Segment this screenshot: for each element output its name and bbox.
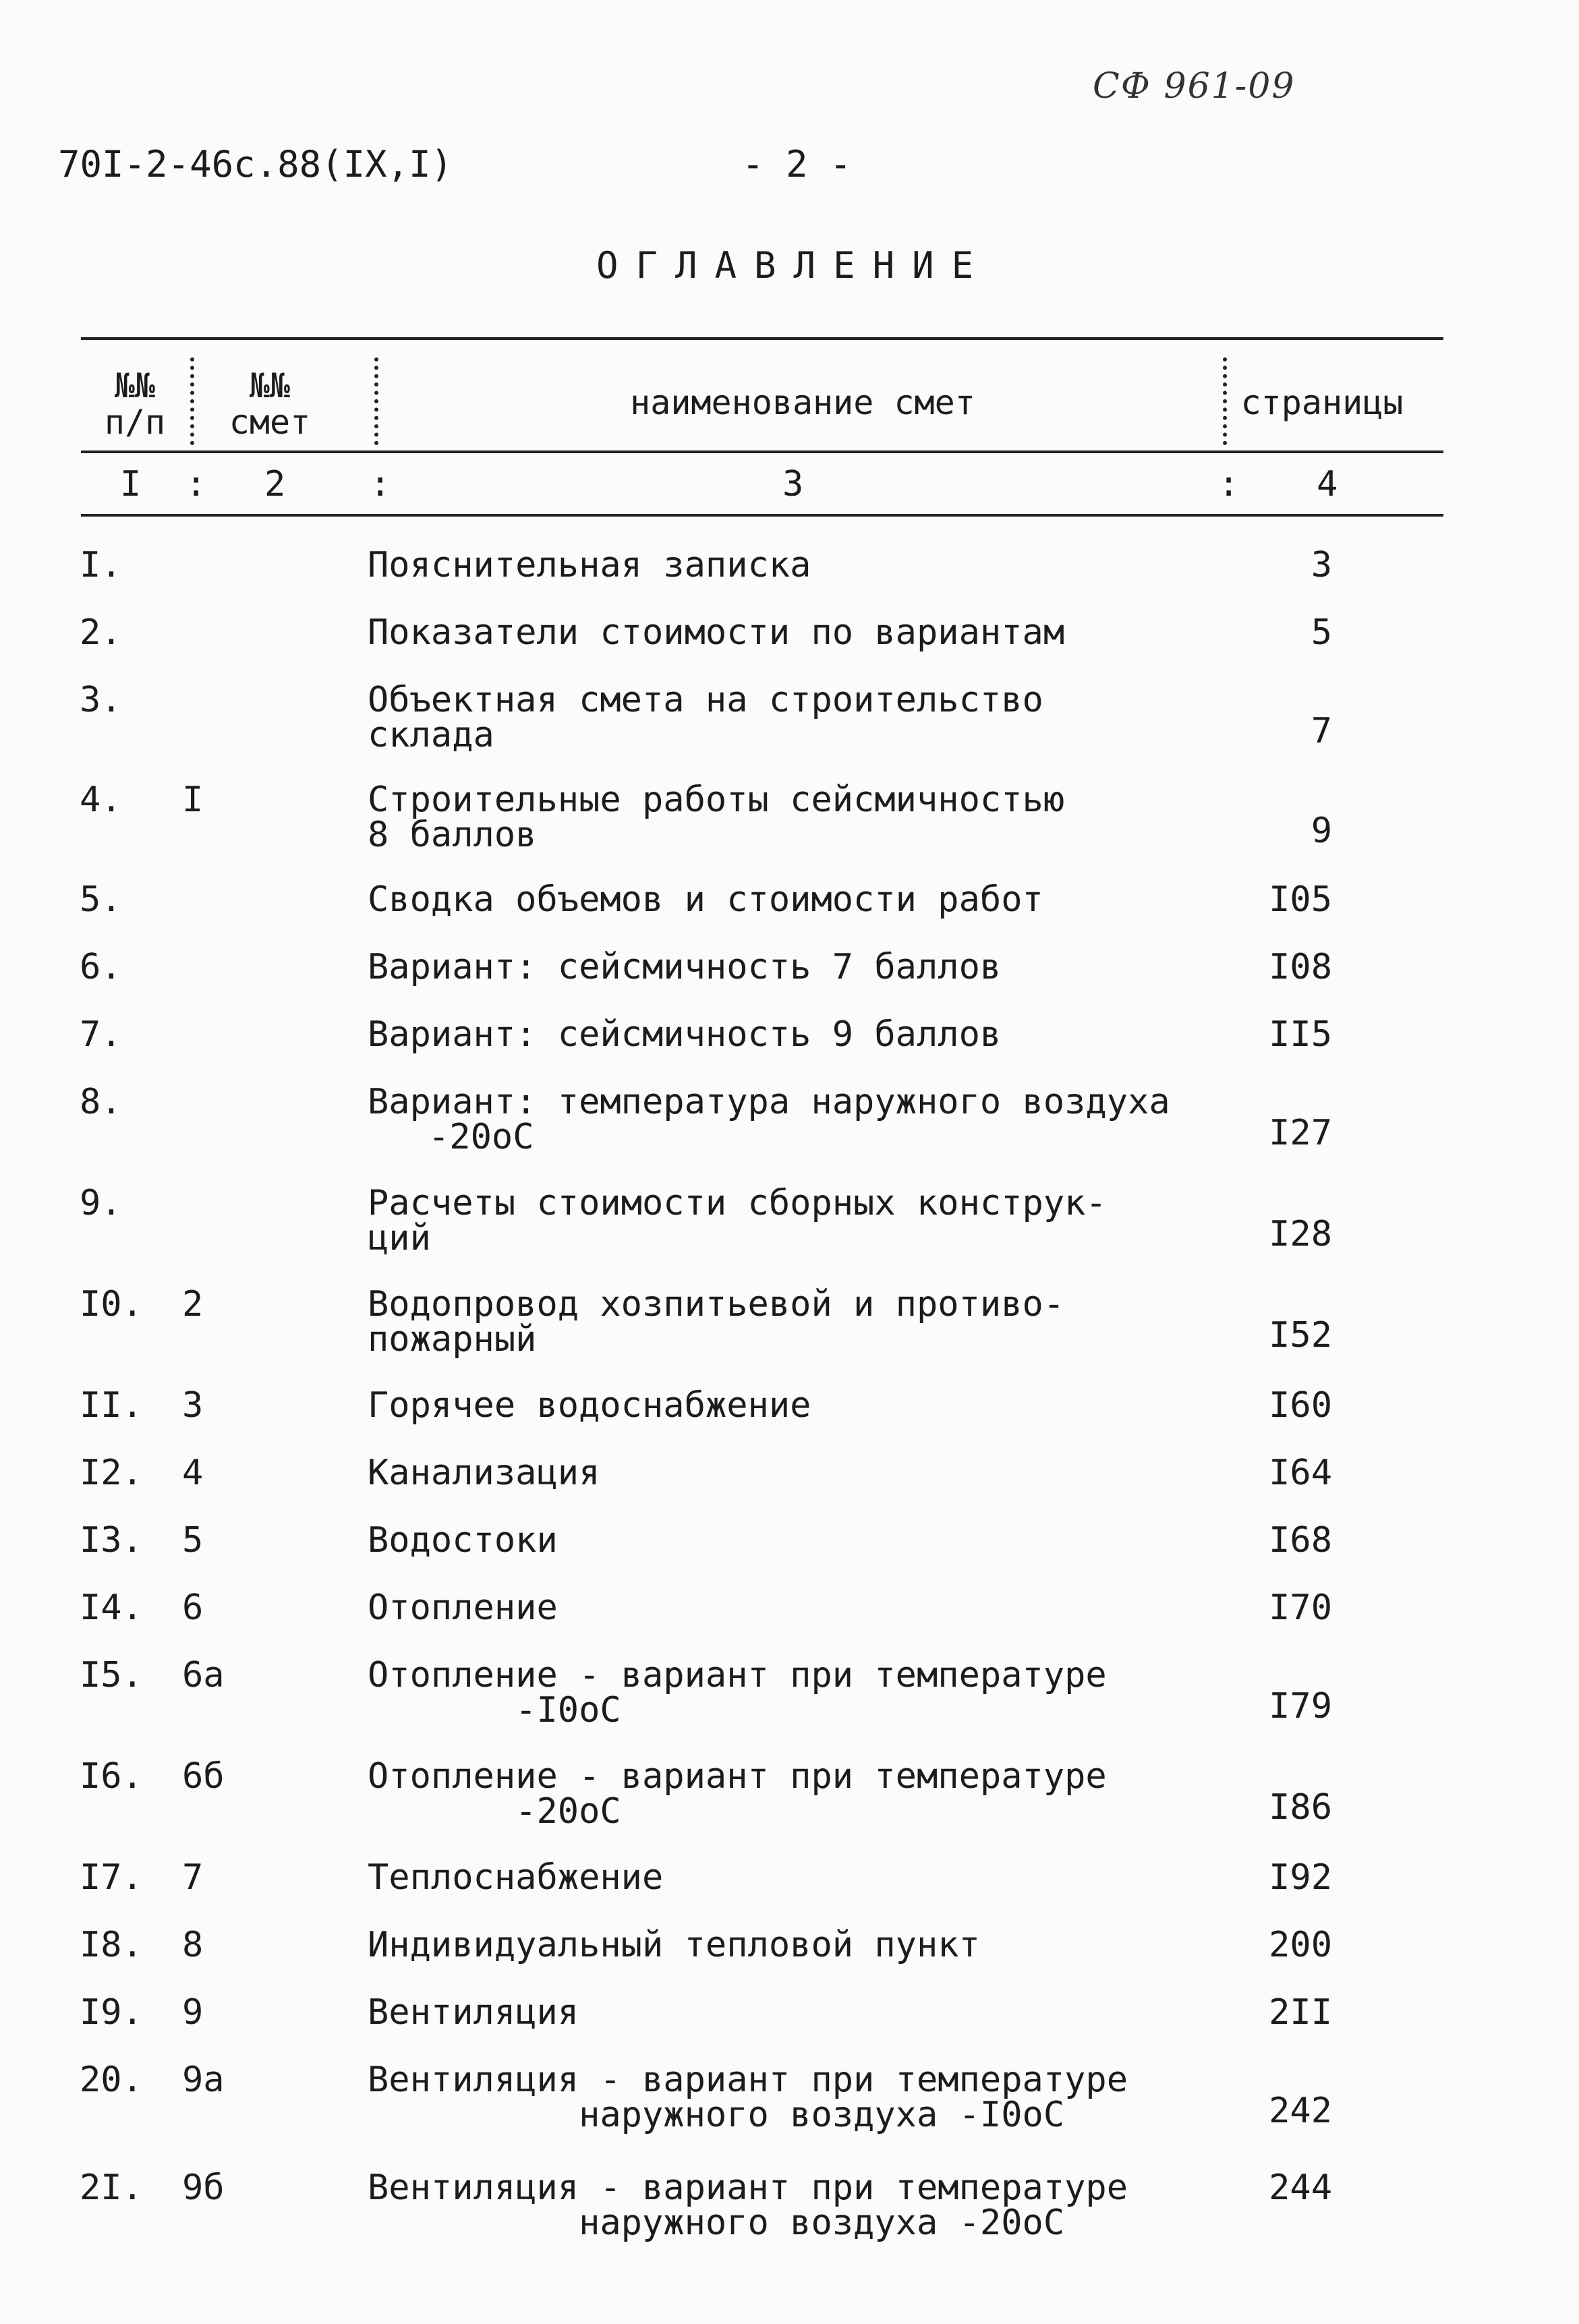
row-name — [368, 1284, 1065, 1360]
header-col1-bottom: п/п — [104, 403, 166, 442]
row-name-line1: Вентиляция — [368, 1992, 579, 2033]
page-number: - 2 - — [742, 143, 852, 185]
row-name-line2: наружного воздуха -I0оС — [368, 2095, 1065, 2135]
row-name — [368, 1927, 980, 1963]
row-smeta: 9б — [182, 2168, 225, 2208]
handwritten-code: СФ 961-09 — [1093, 66, 1296, 107]
row-page: 200 — [1269, 1925, 1332, 1965]
row-name — [368, 545, 811, 585]
row-name-line1: Водопровод хозпитьевой и противо- — [368, 1284, 1065, 1325]
row-smeta: 6 — [182, 1588, 204, 1628]
row-name-line1: Водостоки — [368, 1520, 558, 1561]
row-smeta: 9 — [182, 1992, 204, 2033]
row-name-line1: Объектная смета на строительство — [368, 680, 1043, 720]
row-page: II5 — [1269, 1014, 1332, 1055]
row-number: I7. — [80, 1857, 143, 1898]
column-divider-1 — [190, 357, 194, 445]
row-name — [368, 1655, 1107, 1731]
row-name — [368, 1084, 1170, 1155]
row-name-line1: Вентиляция - вариант при температуре — [368, 2060, 1128, 2100]
row-name-line1: Отопление - вариант при температуре — [368, 1756, 1107, 1797]
row-page: 242 — [1269, 2091, 1332, 2131]
row-number: II. — [80, 1385, 143, 1426]
row-name-line2: ций — [368, 1218, 431, 1258]
row-name-line1: Отопление — [368, 1588, 558, 1628]
row-number: I. — [80, 545, 122, 585]
row-page: I79 — [1269, 1686, 1332, 1726]
row-name — [368, 1992, 579, 2033]
row-number: 3. — [80, 680, 122, 720]
header-col4: страницы — [1240, 383, 1404, 422]
row-name — [368, 1857, 664, 1898]
row-page: 7 — [1311, 711, 1332, 751]
row-page: I92 — [1269, 1857, 1332, 1898]
row-smeta: 3 — [182, 1385, 204, 1426]
row-number: 9. — [80, 1183, 122, 1223]
row-name-line1: Показатели стоимости по вариантам — [368, 612, 1065, 653]
row-name — [368, 947, 1002, 987]
row-name-line2: -I0оС — [368, 1690, 621, 1731]
header-col1 — [94, 368, 175, 440]
row-smeta: 8 — [182, 1925, 204, 1965]
row-number: I9. — [80, 1992, 143, 2033]
table-colnum-rule — [81, 514, 1443, 517]
row-page: I60 — [1269, 1385, 1332, 1426]
header-col2 — [209, 368, 331, 440]
row-name-line2: -20оС — [428, 1117, 534, 1157]
row-page: I68 — [1269, 1520, 1332, 1561]
column-number-1: I — [120, 464, 142, 504]
row-name-line2: -20оС — [368, 1791, 621, 1832]
row-name — [368, 2060, 1128, 2135]
row-name-line1: Пояснительная записка — [368, 545, 811, 585]
row-name-line1: Индивидуальный тепловой пункт — [368, 1925, 980, 1965]
row-smeta: I — [182, 780, 204, 820]
row-name-line1: Вариант: сейсмичность 7 баллов — [368, 947, 1002, 987]
column-number-2: 2 — [264, 464, 286, 504]
row-smeta: 5 — [182, 1520, 204, 1561]
row-number: 6. — [80, 947, 122, 987]
row-name-line1: Горячее водоснабжение — [368, 1385, 811, 1426]
row-name-line1: Сводка объемов и стоимости работ — [368, 879, 1043, 920]
row-name — [368, 682, 1043, 753]
row-name — [368, 879, 1043, 920]
row-number: I3. — [80, 1520, 143, 1561]
header-col2-top: №№ — [249, 366, 291, 405]
column-number-3: 3 — [782, 464, 804, 504]
row-number: I5. — [80, 1655, 143, 1695]
row-name — [368, 1453, 600, 1493]
table-top-rule — [81, 337, 1443, 340]
row-page: 9 — [1311, 811, 1332, 851]
row-page: 5 — [1311, 612, 1332, 653]
row-page: I27 — [1269, 1113, 1332, 1153]
page-title: ОГЛАВЛЕНИЕ — [596, 244, 992, 287]
row-number: I6. — [80, 1756, 143, 1797]
row-name-line2: склада — [368, 715, 494, 755]
colon-1: : — [185, 464, 207, 504]
row-name — [368, 780, 1065, 855]
row-smeta: 6а — [182, 1655, 225, 1695]
row-name — [368, 1385, 811, 1426]
row-name-line1: Отопление - вариант при температуре — [368, 1655, 1107, 1695]
row-name — [368, 2168, 1128, 2243]
row-name — [368, 1520, 558, 1561]
row-number: 7. — [80, 1014, 122, 1055]
document-number: 70I-2-46с.88(IX,I) — [58, 143, 453, 185]
row-number: 2I. — [80, 2168, 143, 2208]
row-smeta: 9а — [182, 2060, 225, 2100]
table-header-rule — [81, 451, 1443, 453]
colon-2: : — [370, 464, 391, 504]
row-smeta: 4 — [182, 1453, 204, 1493]
row-page: I52 — [1269, 1315, 1332, 1356]
row-page: 2II — [1269, 1992, 1332, 2033]
row-name-line1: Расчеты стоимости сборных конструк- — [368, 1183, 1107, 1223]
row-smeta: 6б — [182, 1756, 225, 1797]
row-name — [368, 612, 1065, 653]
colon-3: : — [1218, 464, 1240, 504]
row-name — [368, 1183, 1107, 1258]
row-name-line2: наружного воздуха -20оС — [368, 2203, 1065, 2243]
row-name-line1: Строительные работы сейсмичностью — [368, 780, 1065, 820]
header-col2-bottom: смет — [229, 403, 311, 442]
row-page: I28 — [1269, 1214, 1332, 1254]
row-page: I70 — [1269, 1588, 1332, 1628]
row-number: 2. — [80, 612, 122, 653]
row-number: 20. — [80, 2060, 143, 2100]
row-smeta: 7 — [182, 1857, 204, 1898]
column-number-4: 4 — [1317, 464, 1338, 504]
row-page: 244 — [1269, 2168, 1332, 2208]
row-page: 3 — [1311, 545, 1332, 585]
row-page: I05 — [1269, 879, 1332, 920]
column-divider-2 — [374, 357, 378, 445]
header-col1-top: №№ — [114, 366, 156, 405]
row-number: I2. — [80, 1453, 143, 1493]
row-name-line2: пожарный — [368, 1319, 537, 1360]
row-number: 8. — [80, 1082, 122, 1122]
row-number: I4. — [80, 1588, 143, 1628]
row-page: I64 — [1269, 1453, 1332, 1493]
column-divider-3 — [1223, 357, 1227, 445]
row-name — [368, 1014, 1002, 1055]
row-name — [368, 1756, 1107, 1832]
row-name-line1: Канализация — [368, 1453, 600, 1493]
row-number: I8. — [80, 1925, 143, 1965]
row-page: I86 — [1269, 1787, 1332, 1828]
row-name-line1: Вариант: температура наружного воздуха — [368, 1082, 1170, 1122]
row-smeta: 2 — [182, 1284, 204, 1325]
row-name-line1: Вариант: сейсмичность 9 баллов — [368, 1014, 1002, 1055]
row-name — [368, 1588, 558, 1628]
row-name-line1: Теплоснабжение — [368, 1857, 664, 1898]
row-page: I08 — [1269, 947, 1332, 987]
header-col3: наименование смет — [630, 383, 975, 422]
row-name-line1: Вентиляция - вариант при температуре — [368, 2168, 1128, 2208]
row-number: I0. — [80, 1284, 143, 1325]
row-number: 5. — [80, 879, 122, 920]
row-name-line2: 8 баллов — [368, 815, 537, 855]
row-number: 4. — [80, 780, 122, 820]
